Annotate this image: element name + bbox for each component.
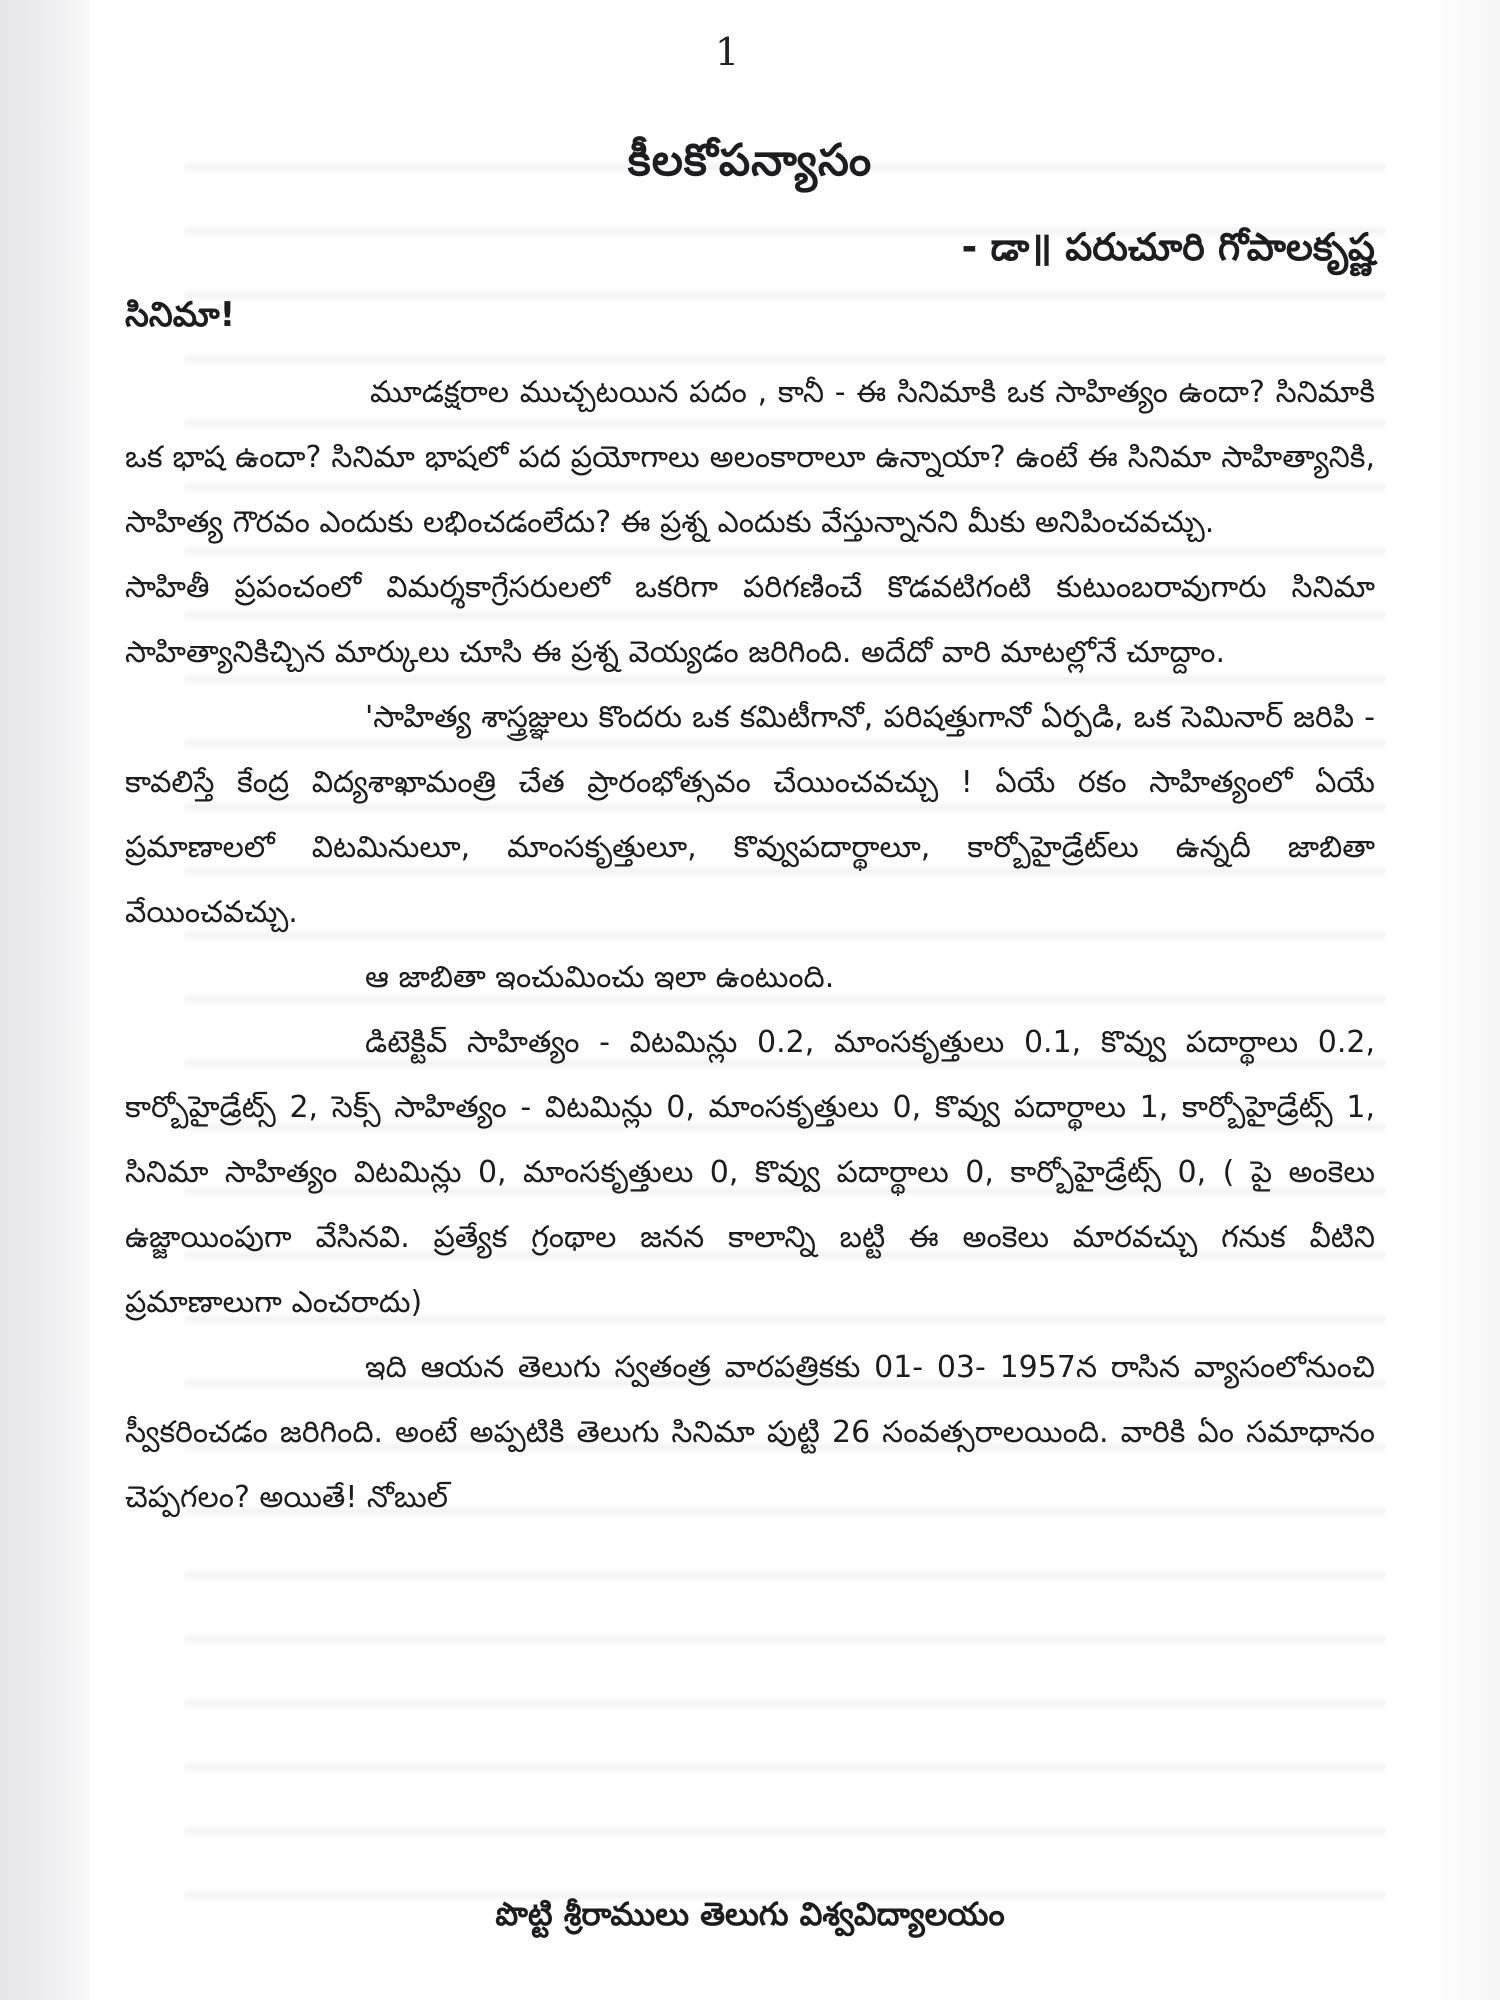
page-number: 1 <box>715 30 740 74</box>
author-byline: - డా॥ పరుచూరి గోపాలకృష్ణ <box>961 225 1375 269</box>
paragraph-intro: మూడక్షరాల ముచ్చటయిన పదం , కానీ - ఈ సినిమాకి ఒక సాహిత్యం ఉందా? సినిమాకి ఒక భాష ఉందా? సినిమా భాషలో పద ప్రయోగాలు అలంకారాలూ ఉన్నాయా? ఉంటే ఈ సినిమా సాహిత్యానికి, సాహిత్య గౌరవం ఎందుకు లభించడంలేదు? ఈ ప్రశ్న ఎందుకు వేస్తున్నానని మీకు అనిపించవచ్చు. <box>125 375 1375 540</box>
opening-salutation: సినిమా! <box>125 295 236 335</box>
paragraph-quote: 'సాహిత్య శాస్త్రజ్ఞులు కొందరు ఒక కమిటీగానో, పరిషత్తుగానో ఏర్పడి, ఒక సెమినార్ జరిపి - కావలిస్తే కేంద్ర విద్యశాఖామంత్రి చేత ప్రారంభోత్సవం చేయించవచ్చు ! ఏయే రకం సాహిత్యంలో ఏయే ప్రమాణాలలో విటమినులూ, మాంసకృత్తులూ, కొవ్వుపదార్థాలూ, కార్బోహైడ్రేట్‌లు ఉన్నదీ జాబితా వేయించవచ్చు. <box>125 700 1375 930</box>
paragraph-critic: సాహితీ ప్రపంచంలో విమర్శకాగ్రేసరులలో ఒకరిగా పరిగణించే కొడవటిగంటి కుటుంబరావుగారు సినిమా సాహిత్యానికిచ్చిన మార్కులు చూసి ఈ ప్రశ్న వెయ్యడం జరిగింది. అదేదో వారి మాటల్లోనే చూద్దాం. <box>125 570 1375 670</box>
paragraph-list-intro: ఆ జాబితా ఇంచుమించు ఇలా ఉంటుంది. <box>365 960 835 995</box>
body-text <box>125 360 1375 1530</box>
page-edge-shadow <box>1430 0 1500 2000</box>
page-title: కీలకోపన్యాసం <box>627 135 873 186</box>
paragraph-source: ఇది ఆయన తెలుగు స్వతంత్ర వారపత్రికకు 01- 03- 1957న రాసిన వ్యాసంలోనుంచి స్వీకరించడం జరిగింది. అంటే అప్పటికి తెలుగు సినిమా పుట్టి 26 సంవత్సరాలయింది. వారికి ఏం సమాధానం చెప్పగలం? అయితే! నోబుల్ <box>125 1350 1375 1515</box>
paragraph-nutrition-list: డిటెక్టివ్ సాహిత్యం - విటమిన్లు 0.2, మాంసకృత్తులు 0.1, కొవ్వు పదార్థాలు 0.2, కార్బోహైడ్రేట్స్ 2, సెక్స్ సాహిత్యం - విటమిన్లు 0, మాంసకృత్తులు 0, కొవ్వు పదార్థాలు 1, కార్బోహైడ్రేట్స్ 1, సినిమా సాహిత్యం విటమిన్లు 0, మాంసకృత్తులు 0, కొవ్వు పదార్థాలు 0, కార్బోహైడ్రేట్స్ 0, ( పై అంకెలు ఉజ్జాయింపుగా వేసినవి. ప్రత్యేక గ్రంథాల జనన కాలాన్ని బట్టి ఈ అంకెలు మారవచ్చు గనుక వీటిని ప్రమాణాలుగా ఎంచరాదు) <box>125 1025 1375 1320</box>
document-page <box>125 0 1375 2000</box>
university-footer: పొట్టి శ్రీరాములు తెలుగు విశ్వవిద్యాలయం <box>495 1895 1005 1933</box>
book-gutter-shadow <box>0 0 90 2000</box>
